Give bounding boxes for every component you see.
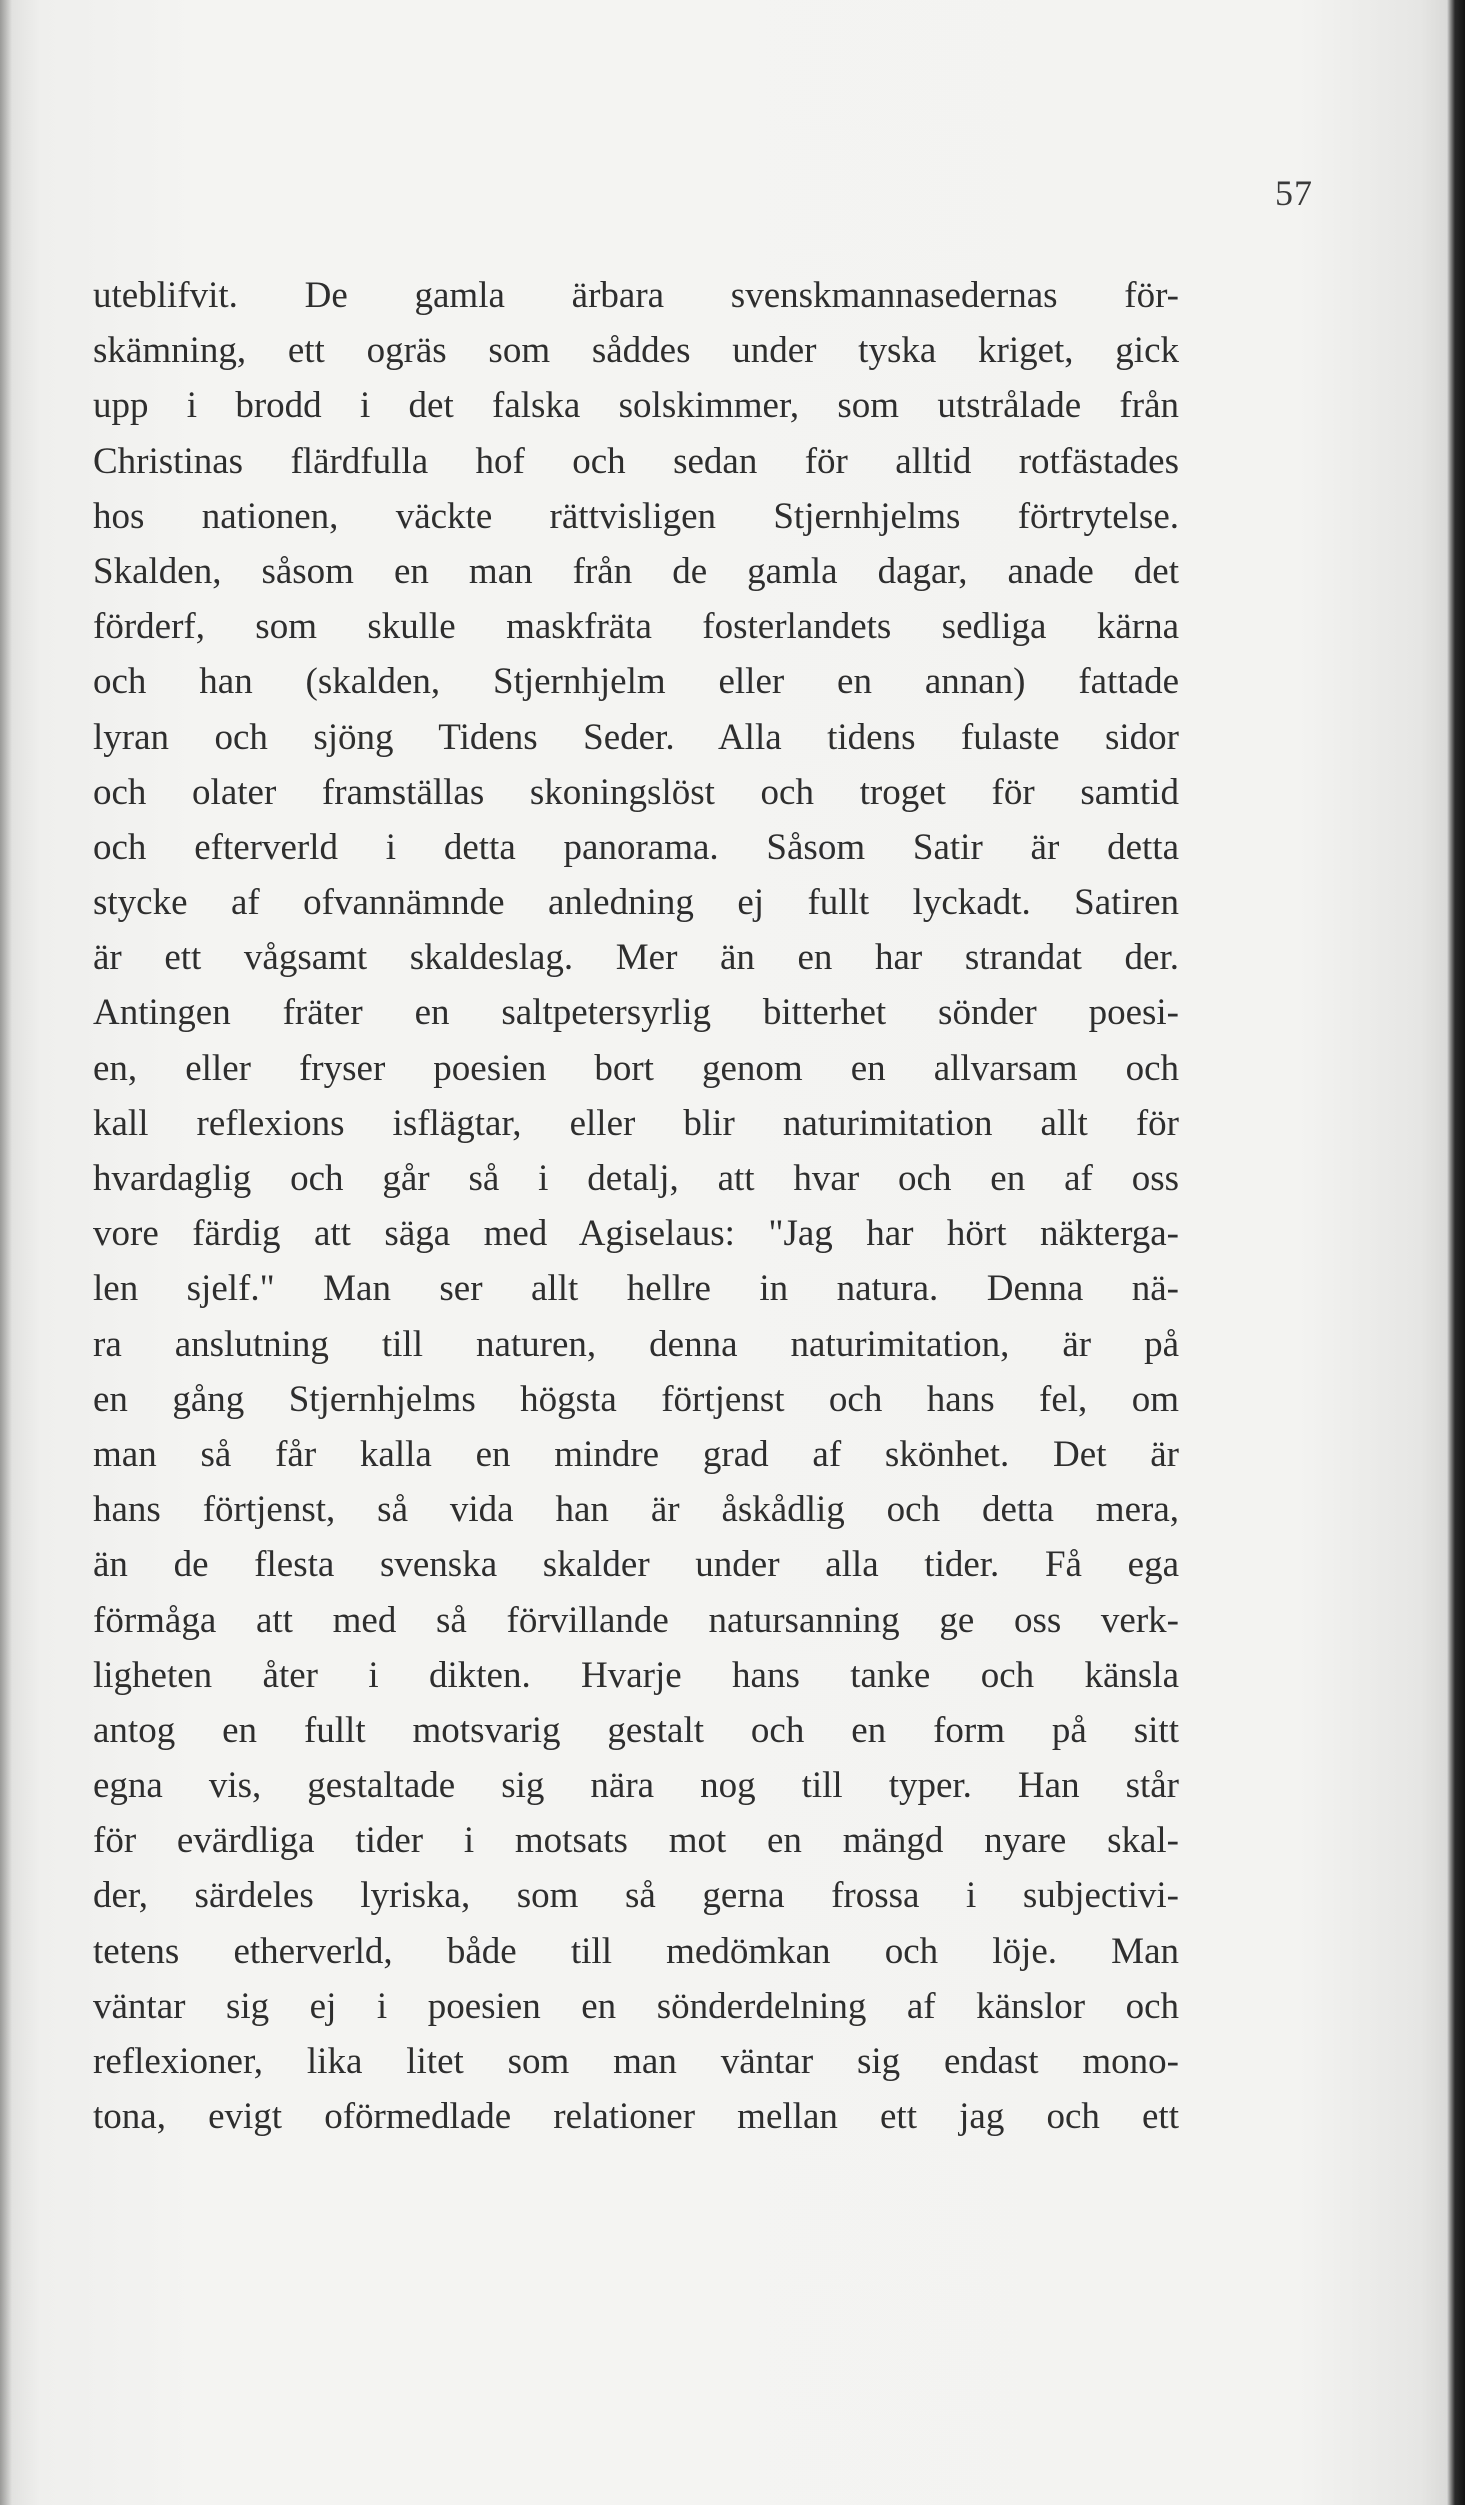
text-line: ligheten åter i dikten. Hvarje hans tanke och känsla: [93, 1654, 1179, 1696]
text-line: för evärdliga tider i motsats mot en mängd nyare skal-: [93, 1820, 1179, 1862]
text-line: upp i brodd i det falska solskimmer, som utstrålade från: [93, 385, 1179, 427]
page-left-shadow: [0, 0, 12, 2505]
text-line: stycke af ofvannämnde anledning ej fullt lyckadt. Satiren: [93, 882, 1179, 924]
text-line: man så får kalla en mindre grad af skönhet. Det är: [93, 1433, 1179, 1475]
text-line: Antingen fräter en saltpetersyrlig bitterhet sönder poesi-: [93, 992, 1179, 1034]
text-line: förderf, som skulle maskfräta fosterlandets sedliga kärna: [93, 606, 1179, 648]
text-line: lyran och sjöng Tidens Seder. Alla tidens fulaste sidor: [93, 716, 1179, 758]
text-line: en, eller fryser poesien bort genom en allvarsam och: [93, 1047, 1179, 1089]
text-line: en gång Stjernhjelms högsta förtjenst och hans fel, om: [93, 1378, 1179, 1420]
text-line: reflexioner, lika litet som man väntar sig endast mono-: [93, 2041, 1179, 2082]
text-line: förmåga att med så förvillande natursanning ge oss verk-: [93, 1599, 1179, 1641]
page-right-edge: [1447, 0, 1465, 2505]
text-line: hans förtjenst, så vida han är åskådlig och detta mera,: [93, 1489, 1179, 1531]
text-line: antog en fullt motsvarig gestalt och en form på sitt: [93, 1709, 1179, 1751]
text-line: len sjelf." Man ser allt hellre in natura. Denna nä-: [93, 1268, 1179, 1310]
text-line: ra anslutning till naturen, denna naturimitation, är på: [93, 1323, 1179, 1365]
text-line: Christinas flärdfulla hof och sedan för alltid rotfästades: [93, 440, 1179, 482]
text-line: Skalden, såsom en man från de gamla dagar, anade det: [93, 550, 1179, 592]
text-line: och olater framställas skoningslöst och troget för samtid: [93, 771, 1179, 813]
text-line: kall reflexions isflägtar, eller blir naturimitation allt för: [93, 1102, 1179, 1144]
text-line: hos nationen, väckte rättvisligen Stjernhjelms förtrytelse.: [93, 495, 1179, 537]
text-line: tetens etherverld, både till medömkan och löje. Man: [93, 1930, 1179, 1972]
text-line: skämning, ett ogräs som såddes under tyska kriget, gick: [93, 330, 1179, 372]
text-line: vore färdig att säga med Agiselaus: "Jag har hört näkterga-: [93, 1213, 1179, 1255]
text-line: tona, evigt oförmedlade relationer mellan ett jag och ett: [93, 2096, 1179, 2138]
page-number: 57: [1275, 173, 1313, 213]
text-line: väntar sig ej i poesien en sönderdelning af känslor och: [93, 1985, 1179, 2027]
text-line: egna vis, gestaltade sig nära nog till typer. Han står: [93, 1765, 1179, 1807]
text-line: än de flesta svenska skalder under alla tider. Få ega: [93, 1544, 1179, 1586]
text-line: och han (skalden, Stjernhjelm eller en annan) fattade: [93, 661, 1179, 703]
text-line: uteblifvit. De gamla ärbara svenskmannasedernas för-: [93, 275, 1179, 316]
body-text: [93, 268, 1179, 2144]
text-line: och efterverld i detta panorama. Såsom Satir är detta: [93, 826, 1179, 868]
text-line: der, särdeles lyriska, som så gerna frossa i subjectivi-: [93, 1875, 1179, 1917]
text-line: hvardaglig och går så i detalj, att hvar och en af oss: [93, 1158, 1179, 1199]
text-line: är ett vågsamt skaldeslag. Mer än en har strandat der.: [93, 937, 1179, 979]
